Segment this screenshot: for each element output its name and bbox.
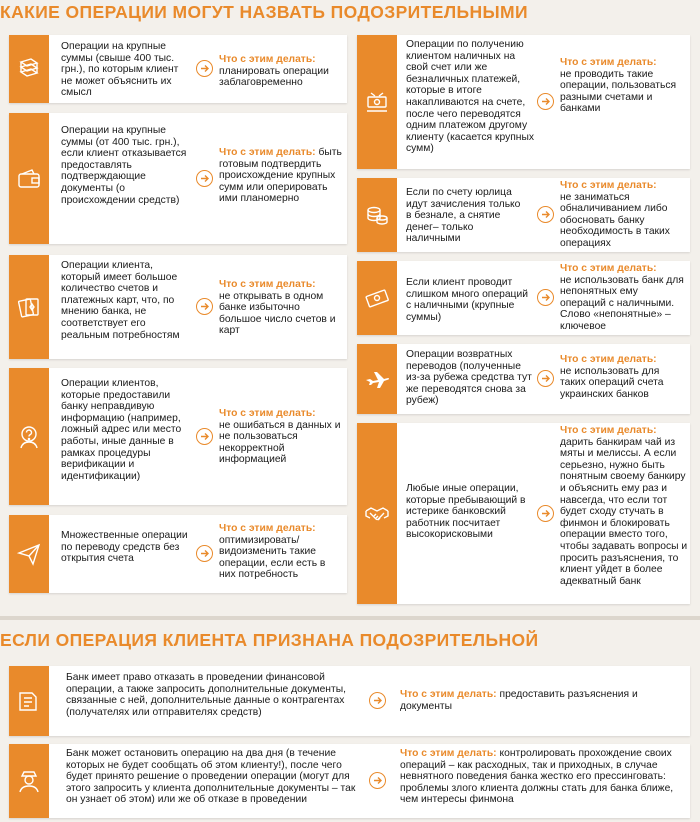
arrow-right-icon xyxy=(537,206,554,223)
section-title-if-suspicious: ЕСЛИ ОПЕРАЦИЯ КЛИЕНТА ПРИЗНАНА ПОДОЗРИТЕЛЬНОЙ xyxy=(0,630,539,650)
banknote-icon xyxy=(364,285,390,311)
action-text: не проводить такие операции, пользоваться разными счетами и банками xyxy=(560,68,677,115)
card-action xyxy=(219,408,343,466)
wallet-icon xyxy=(16,166,42,192)
arrow-right-icon xyxy=(537,505,554,522)
card-description: Операции клиента, который имеет большое количество счетов и платежных карт, что, по мнению банка, не соответствует его реальным потребностям xyxy=(61,260,180,341)
card-description: Операции по получению клиентом наличных на свой счет или же безналичных платежей, которые в итоге накапливаются на счете, после чего переводятся одним платежом другому клиенту (касается крупных сумм) xyxy=(406,39,535,155)
section-divider xyxy=(0,616,700,620)
action-text: не заниматься обналичиванием либо обосновать банку необходимость в таких операциях xyxy=(560,191,670,249)
action-label: Что с этим делать: xyxy=(219,523,316,534)
action-label: Что с этим делать: xyxy=(219,147,316,158)
right-card-4 xyxy=(357,344,690,414)
action-text: контролировать прохождение своих операций – как расходных, так и приходных, в случае невнятного поведения банка жестко его прессинговать: проблемы злого клиента должны стать для банка ближе, чем интересы финмона xyxy=(400,748,674,806)
bottom-card-2 xyxy=(9,744,690,818)
action-label: Что с этим делать: xyxy=(560,57,657,68)
arrow-right-icon xyxy=(196,428,213,445)
card-action xyxy=(560,425,688,587)
person-question-icon xyxy=(16,424,42,450)
card-description: Операции на крупные суммы (свыше 400 тыс. грн.), по которым клиент не может объяснить их смысл xyxy=(61,41,179,99)
inspector-icon xyxy=(16,768,42,794)
card-action xyxy=(560,354,686,400)
action-label: Что с этим делать: xyxy=(560,263,657,274)
action-text: предоставить разъяснения и документы xyxy=(400,689,638,712)
card-description: Операции возвратных переводов (полученные из-за рубежа средства тут же переводятся снова за рубеж) xyxy=(406,349,532,407)
action-text: быть готовым подтвердить происхождение крупных сумм или оперировать ими планомерно xyxy=(219,147,342,205)
money-hand-icon xyxy=(364,89,390,115)
card-description: Множественные операции по переводу средств без открытия счета xyxy=(61,530,188,565)
document-folder-icon xyxy=(16,688,42,714)
paper-plane-icon xyxy=(16,541,42,567)
card-action xyxy=(400,748,685,806)
handshake-icon xyxy=(364,501,390,527)
action-label: Что с этим делать: xyxy=(400,748,497,759)
card-action xyxy=(560,263,686,333)
arrow-right-icon xyxy=(196,298,213,315)
right-card-2 xyxy=(357,178,690,252)
left-card-2 xyxy=(9,113,347,244)
arrow-right-icon xyxy=(196,170,213,187)
action-label: Что с этим делать: xyxy=(560,354,657,365)
action-text: не открывать в одном банке избыточно большое число счетов и карт xyxy=(219,290,336,337)
card-action xyxy=(219,523,343,581)
card-description: Банк имеет право отказать в проведении финансовой операции, а также запросить дополнительные документы, связанные с ней, дополнительные данные о контрагентах (получателях или отправителях средств) xyxy=(66,672,346,718)
right-card-1 xyxy=(357,35,690,169)
action-label: Что с этим делать: xyxy=(219,408,316,419)
card-description: Любые иные операции, которые пребывающий в истерике банковский работник посчитает высокорисковыми xyxy=(406,483,526,541)
banknote-stack-icon xyxy=(16,56,42,82)
left-card-1 xyxy=(9,35,347,103)
bottom-card-1 xyxy=(9,666,690,736)
arrow-right-icon xyxy=(369,692,386,709)
card-action xyxy=(219,279,343,337)
card-action xyxy=(560,57,686,115)
action-text: не использовать банк для непонятных ему операций с наличными. Слово «непонятные» – ключевое xyxy=(560,274,684,332)
right-card-5 xyxy=(357,423,690,604)
action-text: оптимизировать/видоизменить такие операции, если есть в них потребность xyxy=(219,534,326,581)
arrow-right-icon xyxy=(369,772,386,789)
arrow-right-icon xyxy=(196,60,213,77)
left-card-5 xyxy=(9,515,347,593)
left-card-3 xyxy=(9,255,347,359)
card-action xyxy=(219,147,345,205)
action-label: Что с этим делать: xyxy=(560,425,657,436)
airplane-icon xyxy=(364,366,390,392)
action-label: Что с этим делать: xyxy=(560,180,657,191)
card-description: Если клиент проводит слишком много операций с наличными (крупные суммы) xyxy=(406,277,528,323)
coin-stack-icon xyxy=(364,202,390,228)
card-action xyxy=(400,689,680,712)
card-description: Если по счету юрлица идут зачисления только в безнале, а снятие денег– только наличными xyxy=(406,187,521,245)
card-action xyxy=(560,180,686,250)
action-text: не ошибаться в данных и не пользоваться некорректной информацией xyxy=(219,419,341,466)
arrow-right-icon xyxy=(196,545,213,562)
action-text: дарить банкирам чай из мяты и мелиссы. А если серьезно, нужно быть понятным своему банкиру и объяснить ему раз и навсегда, что если тот будет сходу стучать в финмон и блокировать операции вместо того, чтобы задавать вопросы и просить разъяснения, то клиент уйдет в более адекватный банк xyxy=(560,436,688,587)
arrow-right-icon xyxy=(537,289,554,306)
arrow-right-icon xyxy=(537,370,554,387)
cards-icon xyxy=(16,294,42,320)
left-card-4 xyxy=(9,368,347,505)
action-text: планировать операции заблаговременно xyxy=(219,65,329,89)
action-label: Что с этим делать: xyxy=(219,279,316,290)
action-label: Что с этим делать: xyxy=(219,54,316,65)
card-description: Операции клиентов, которые предоставили банку неправдивую информацию (например, ложный адрес или место работы, иные данные в рамках процедуры верификации и идентификации) xyxy=(61,378,182,482)
card-description: Операции на крупные суммы (от 400 тыс. грн.), если клиент отказывается предоставлять подтверждающие документы (о происхождении средств) xyxy=(61,125,187,206)
action-label: Что с этим делать: xyxy=(400,689,497,700)
section-title-suspicious-operations: КАКИЕ ОПЕРАЦИИ МОГУТ НАЗВАТЬ ПОДОЗРИТЕЛЬНЫМИ xyxy=(0,2,528,22)
card-action xyxy=(219,54,343,89)
arrow-right-icon xyxy=(537,93,554,110)
action-text: не использовать для таких операций счета украинских банков xyxy=(560,365,664,400)
card-description: Банк может остановить операцию на два дня (в течение которых не будет сообщать об этом клиенту!), после чего будет принято решение о проведении операции (могут для этого запросить у клиента дополнительные документы – так он узнает об этом) или же об отказе в проведении xyxy=(66,748,356,806)
right-card-3 xyxy=(357,261,690,335)
